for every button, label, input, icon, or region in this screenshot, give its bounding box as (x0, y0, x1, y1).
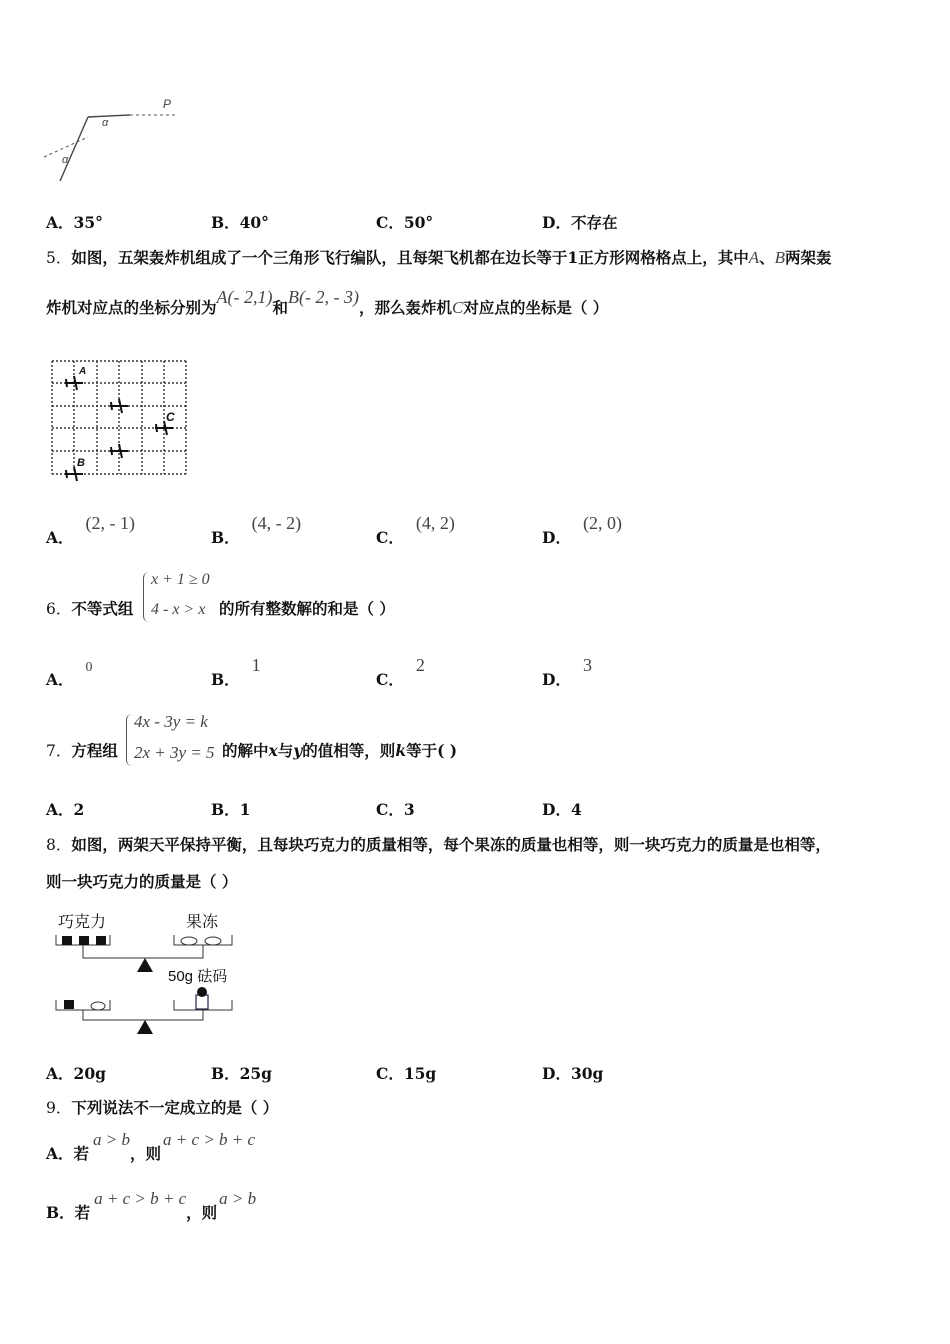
option-c[interactable]: C．3 (376, 800, 415, 819)
balance-figure (48, 905, 243, 1040)
q7-eq1: 4x - 3y = k (134, 712, 208, 731)
option-d[interactable]: D．4 (542, 800, 582, 819)
point-p-label: P (163, 97, 172, 111)
plane-icon (65, 467, 83, 481)
plane-b-label: B (77, 457, 85, 469)
angle-figure (40, 95, 190, 190)
q9-option-a[interactable]: A．若a > b，则a + c > b + c (46, 1130, 256, 1163)
option-a[interactable]: A．20g (46, 1064, 106, 1083)
q9-option-b[interactable]: B．若a + c > b + c，则a > b (46, 1189, 257, 1222)
q7-brace (126, 714, 133, 766)
option-c[interactable]: C．50° (376, 213, 434, 232)
jelly-label: 果冻 (186, 914, 219, 931)
plane-icon (110, 444, 128, 458)
q7-suffix: 的解中x与y的值相等，则k等于( ) (222, 741, 458, 760)
plane-a-label: A (79, 366, 87, 377)
option-d[interactable]: D．(2, 0) (542, 513, 622, 547)
q8-line2: 则一块巧克力的质量是（ ） (46, 872, 238, 891)
q6-suffix: 的所有整数解的和是（ ） (219, 599, 395, 618)
option-b[interactable]: B．25g (211, 1064, 273, 1083)
plane-icon (65, 376, 83, 390)
option-a[interactable]: A．(2, - 1) (46, 513, 136, 547)
alpha-label-top: α (102, 117, 109, 129)
q6-ineq1: x + 1 ≥ 0 (151, 571, 210, 588)
weight-label: 50g 砝码 (168, 968, 228, 985)
option-b[interactable]: B．40° (211, 213, 269, 232)
q7-eq2: 2x + 3y = 5 (134, 743, 215, 762)
option-c[interactable]: C．2 (376, 655, 425, 689)
plane-c-label: C (166, 410, 175, 424)
option-a[interactable]: A．35° (46, 213, 103, 232)
option-d[interactable]: D．不存在 (542, 213, 618, 232)
option-a[interactable]: A．2 (46, 800, 85, 819)
option-b[interactable]: B．1 (211, 655, 261, 689)
alpha-label-bottom: α (62, 154, 69, 166)
option-b[interactable]: B．(4, - 2) (211, 513, 302, 547)
q6-brace (143, 572, 150, 622)
option-c[interactable]: C．15g (376, 1064, 437, 1083)
plane-grid-figure (46, 356, 191, 484)
q8-line1: 8．如图，两架天平保持平衡，且每块巧克力的质量相等，每个果冻的质量也相等，则一块巧克力的质量是也相等， (46, 835, 831, 854)
option-d[interactable]: D．30g (542, 1064, 604, 1083)
q5-line1: 5．如图，五架轰炸机组成了一个三角形飞行编队，且每架飞机都在边长等于1正方形网格格点上，其中A、B两架轰 (46, 248, 832, 267)
option-c[interactable]: C．(4, 2) (376, 513, 455, 547)
option-d[interactable]: D．3 (542, 655, 592, 689)
q5-line2: 炸机对应点的坐标分别为A(- 2,1)和B(- 2, - 3)，那么轰炸机C对应点的坐标是（ ） (46, 287, 609, 317)
q6-ineq2: 4 - x > x (151, 601, 206, 618)
q7-prefix: 7．方程组 (46, 741, 118, 760)
q9-question: 9．下列说法不一定成立的是（ ） (46, 1098, 279, 1117)
q6-prefix: 6．不等式组 (46, 599, 134, 618)
option-a[interactable]: A．0 (46, 660, 93, 689)
chocolate-label: 巧克力 (58, 914, 107, 931)
option-b[interactable]: B．1 (211, 800, 251, 819)
